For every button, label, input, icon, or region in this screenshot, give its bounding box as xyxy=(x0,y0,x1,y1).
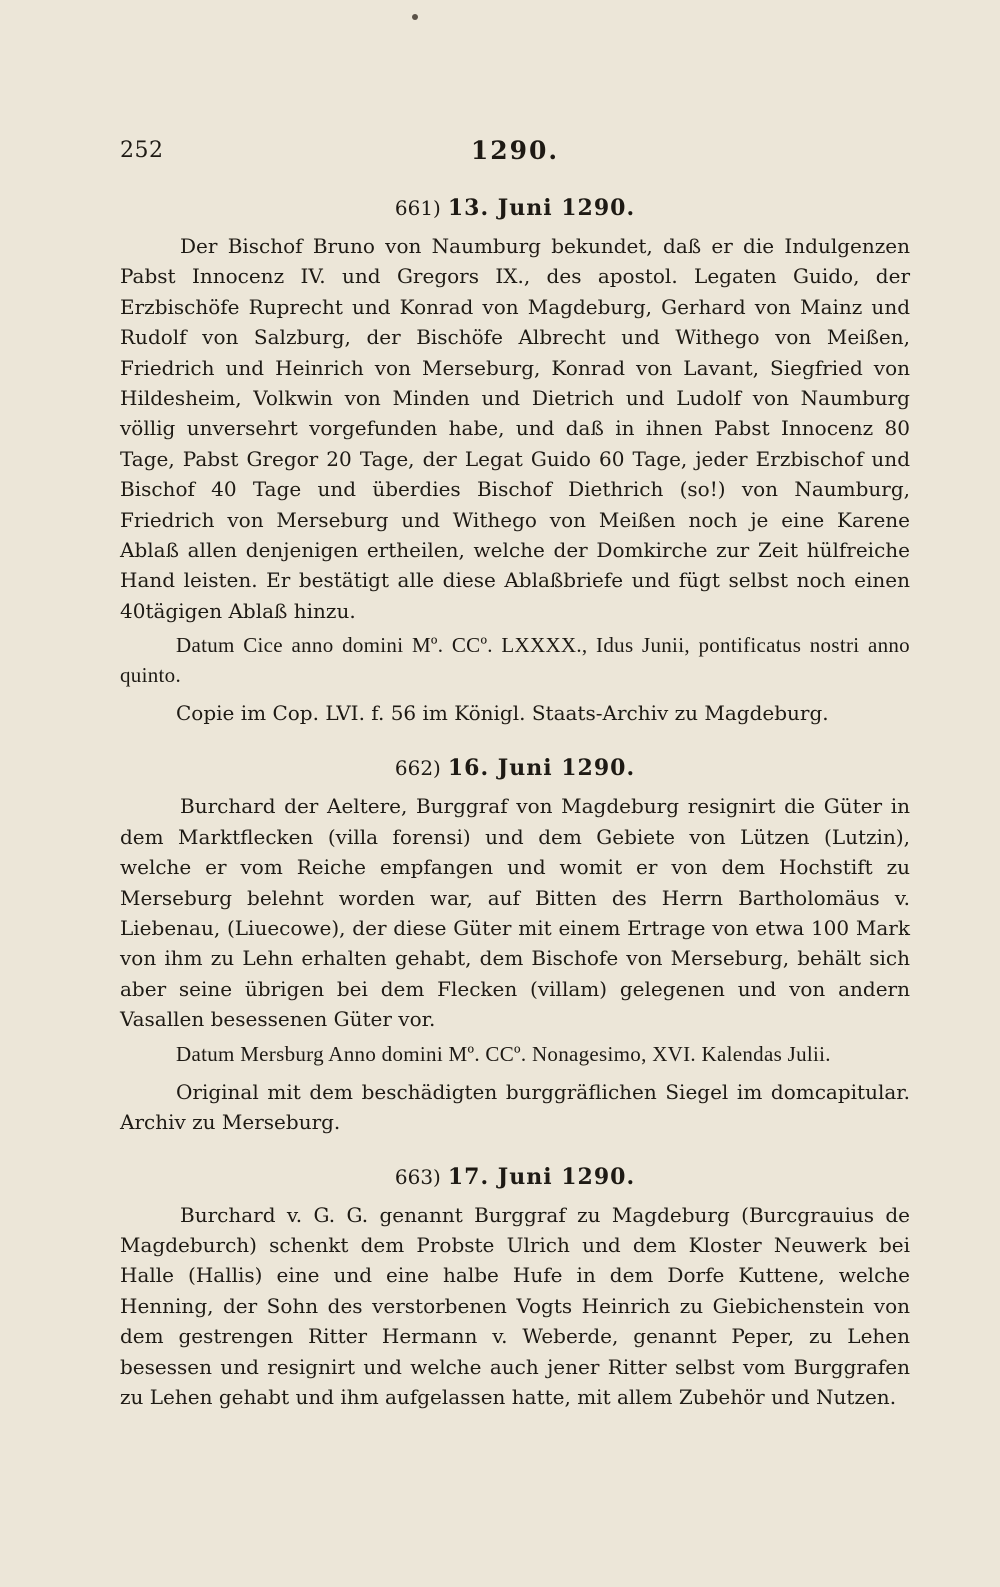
entry-source: Original mit dem beschädigten burggräflichen Siegel im domcapitular. Archiv zu Merseburg. xyxy=(120,1079,910,1134)
entry-text: Burchard v. G. G. genannt Burggraf zu Magdeburg (Burcgrauius de Magdeburch) schenkt dem Probste Ulrich und dem Kloster Neuwerk bei Halle (Hallis) eine und eine halbe Hufe in dem Dorfe Kuttene, welche Henning, der Sohn des verstorbenen Vogts Heinrich zu Giebichenstein von dem gestrengen Ritter Hermann v. Weberde, genannt Peper, zu Lehen besessen und resignirt und welche auch jener Ritter selbst vom Burggrafen zu Lehen gehabt und ihm aufgelassen hatte, mit allem Zubehör und Nutzen. xyxy=(120,1202,910,1409)
entry-heading xyxy=(120,750,910,787)
entry-text: Der Bischof Bruno von Naumburg bekundet, daß er die Indulgenzen Pabst Innocenz IV. und Gregors IX., des apostol. Legaten Guido, der Erzbischöfe Ruprecht und Konrad von Magdeburg, Gerhard von Mainz und Rudolf von Salzburg, der Bischöfe Albrecht und Withego von Meißen, Friedrich und Heinrich von Merseburg, Konrad von Lavant, Siegfried von Hildesheim, Volkwin von Minden und Dietrich und Ludolf von Naumburg völlig unversehrt vorgefunden habe, und daß in ihnen Pabst Innocenz 80 Tage, Pabst Gregor 20 Tage, der Legat Guido 60 Tage, jeder Erzbischof und Bischof 40 Tage und überdies Bischof Diethrich (so!) von Naumburg, Friedrich von Merseburg und Withego von Meißen noch je eine Karene Ablaß allen denjenigen ertheilen, welche der Domkirche zur Zeit hülfreiche Hand leisten. Er bestätigt alle diese Ablaßbriefe und fügt selbst noch einen 40tägigen Ablaß hinzu. xyxy=(120,234,910,623)
running-head-year: 1290. xyxy=(470,136,560,165)
entry-heading xyxy=(120,190,910,227)
entry-date: 16. Juni 1290. xyxy=(447,755,636,782)
entry-date: 13. Juni 1290. xyxy=(447,195,636,221)
page-content xyxy=(120,190,910,1412)
document-entry xyxy=(120,750,910,1136)
entry-datum: Datum Cice anno domini Mº. CCº. LXXXX., Idus Junii, pontificatus nostri anno quinto. xyxy=(120,633,910,688)
document-entry xyxy=(120,1159,910,1413)
entry-number: 663) xyxy=(394,1164,441,1189)
entry-date: 17. Juni 1290. xyxy=(447,1163,636,1190)
entry-heading xyxy=(120,1159,910,1196)
ink-dot xyxy=(412,14,418,20)
entry-number: 662) xyxy=(394,756,441,781)
entry-datum: Datum Mersburg Anno domini Mº. CCº. Nonagesimo, XVI. Kalendas Julii. xyxy=(176,1041,831,1066)
page-number: 252 xyxy=(120,138,164,163)
entry-text: Burchard der Aeltere, Burggraf von Magdeburg resignirt die Güter in dem Marktflecken (villa forensi) und dem Gebiete von Lützen (Lutzin), welche er vom Reiche empfangen und womit er von dem Hochstift zu Merseburg belehnt worden war, auf Bitten des Herrn Bartholomäus v. Liebenau, (Liuecowe), der diese Güter mit einem Ertrage von etwa 100 Mark von ihm zu Lehn erhalten gehabt, dem Bischofe von Merseburg, behält sich aber seine übrigen bei dem Flecken (villam) gelegenen und von andern Vasallen besessenen Güter vor. xyxy=(120,794,910,1032)
entry-source: Copie im Cop. LVI. f. 56 im Königl. Staats-Archiv zu Magdeburg. xyxy=(176,701,829,726)
document-entry xyxy=(120,190,910,728)
entry-number: 661) xyxy=(394,196,441,220)
page-header xyxy=(120,138,910,172)
